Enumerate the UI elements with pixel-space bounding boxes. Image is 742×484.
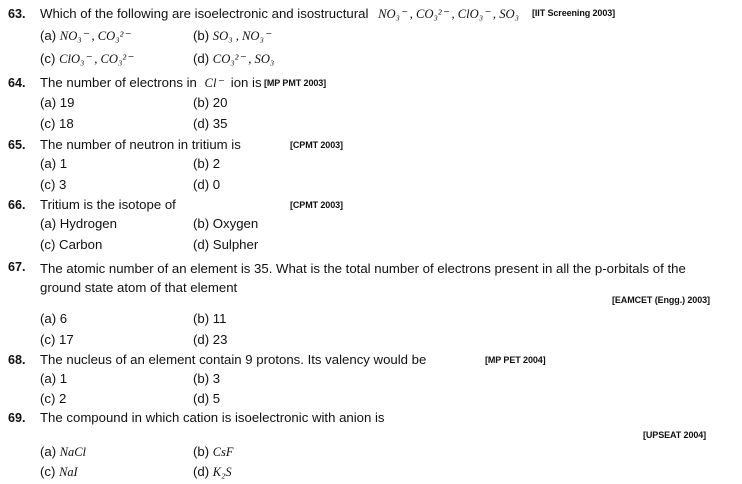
question-text: The nucleus of an element contain 9 protons. Its valency would be (40, 352, 427, 367)
exam-source-tag: [MP PMT 2003] (264, 78, 327, 88)
option-c: (c) ClO₃⁻ , CO₃²⁻ (40, 51, 133, 66)
option-d: (d) K₂S (193, 464, 232, 479)
option-a: (a) 19 (40, 95, 75, 110)
option-a: (a) Hydrogen (40, 216, 117, 231)
exam-source-tag: [UPSEAT 2004] (643, 430, 707, 440)
option-d: (d) Sulpher (193, 237, 259, 252)
option-a: (a) 1 (40, 371, 68, 386)
option-c: (c) Carbon (40, 237, 103, 252)
exam-source-tag: [IIT Screening 2003] (532, 8, 616, 18)
question-formula: Cl⁻ (204, 76, 224, 90)
option-b: (b) 20 (193, 95, 228, 110)
question-number: 66. (8, 198, 26, 212)
exam-source-tag: [CPMT 2003] (290, 140, 343, 150)
exam-source-tag: [MP PET 2004] (485, 355, 546, 365)
exam-source-tag: [EAMCET (Engg.) 2003] (612, 295, 710, 305)
question-text: Tritium is the isotope of (40, 197, 176, 212)
question-text: Which of the following are isoelectronic and isostructural NO₃⁻ , CO₃²⁻ , ClO₃⁻ , SO₃ (40, 6, 520, 21)
option-a: (a) NO₃⁻ , CO₃²⁻ (40, 28, 131, 43)
option-c: (c) NaI (40, 464, 78, 479)
question-number: 63. (8, 7, 26, 21)
question-text: The atomic number of an element is 35. What is the total number of electrons present in all the p-orbitals of the ground state atom of that element (40, 261, 686, 295)
option-b: (b) 11 (193, 311, 227, 326)
option-b: (b) Oxygen (193, 216, 259, 231)
question-number: 68. (8, 353, 26, 367)
option-d: (d) 35 (193, 116, 228, 131)
option-b: (b) SO₃ , NO₃⁻ (193, 28, 271, 43)
option-a: (a) NaCl (40, 444, 86, 459)
question-text: The compound in which cation is isoelectronic with anion is (40, 410, 385, 425)
option-c: (c) 18 (40, 116, 74, 131)
option-b: (b) 2 (193, 156, 221, 171)
question-number: 64. (8, 76, 26, 90)
option-c: (c) 17 (40, 332, 74, 347)
option-b: (b) CsF (193, 444, 234, 459)
question-number: 67. (8, 260, 26, 274)
option-d: (d) 5 (193, 391, 221, 406)
option-c: (c) 2 (40, 391, 67, 406)
option-a: (a) 1 (40, 156, 68, 171)
question-text: The number of neutron in tritium is (40, 137, 241, 152)
exam-source-tag: [CPMT 2003] (290, 200, 343, 210)
option-a: (a) 6 (40, 311, 68, 326)
question-formula: NO₃⁻ , CO₃²⁻ , ClO₃⁻ , SO₃ (378, 7, 520, 21)
question-number: 69. (8, 411, 26, 425)
option-d: (d) CO₃²⁻ , SO₃ (193, 51, 275, 66)
option-b: (b) 3 (193, 371, 221, 386)
option-c: (c) 3 (40, 177, 67, 192)
option-d: (d) 23 (193, 332, 228, 347)
question-text: The number of electrons in Cl⁻ ion is (40, 75, 262, 90)
question-number: 65. (8, 138, 26, 152)
option-d: (d) 0 (193, 177, 221, 192)
